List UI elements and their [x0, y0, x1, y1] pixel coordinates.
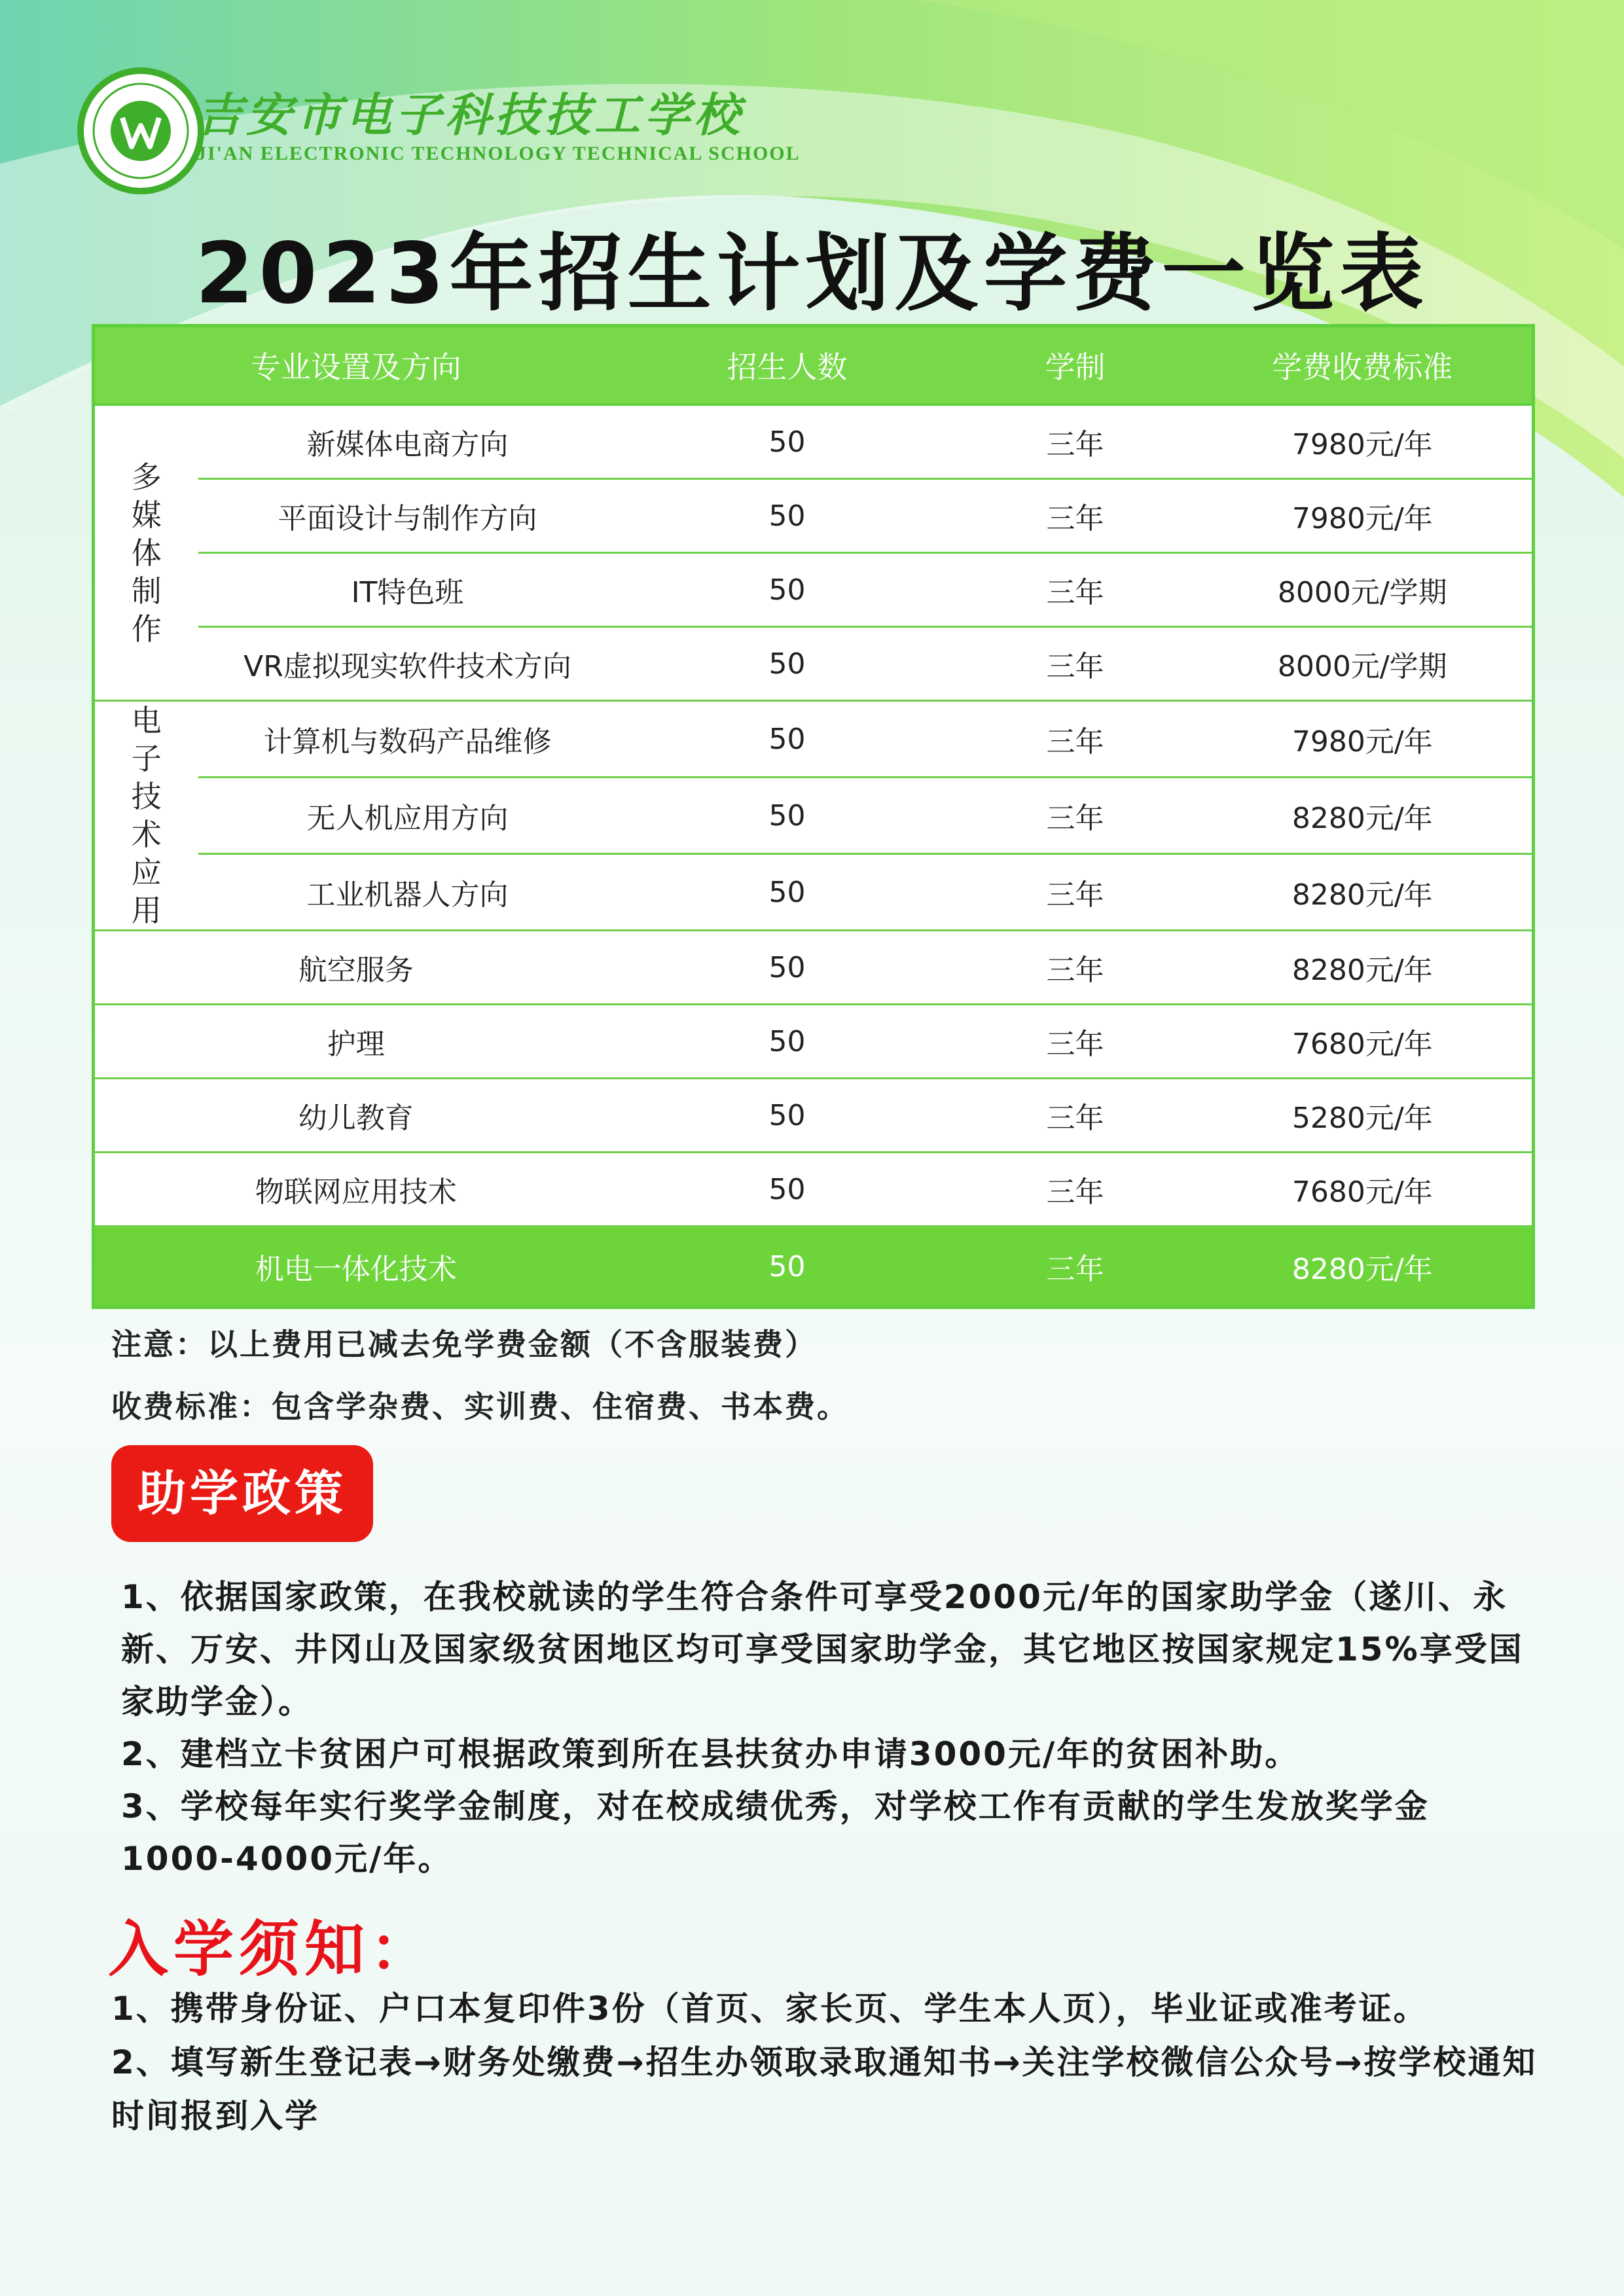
table-row-highlight [94, 1227, 1534, 1308]
admission-list [111, 1982, 1538, 2143]
count-cell: 50 [617, 1079, 958, 1153]
years-cell: 三年 [958, 1079, 1193, 1153]
table-row [94, 778, 1534, 854]
policy-badge: 助学政策 [111, 1445, 373, 1542]
fee-cell: 8000元/学期 [1193, 627, 1534, 701]
admission-item: 2、填写新生登记表→财务处缴费→招生办领取录取通知书→关注学校微信公众号→按学校通知时间报到入学 [111, 2043, 1538, 2135]
fee-cell: 7980元/年 [1193, 479, 1534, 553]
table-header-row [94, 326, 1534, 405]
count-cell: 50 [617, 778, 958, 854]
major-cell: IT特色班 [198, 553, 617, 627]
table-row [94, 1079, 1534, 1153]
header-major: 专业设置及方向 [94, 326, 617, 405]
years-cell: 三年 [958, 931, 1193, 1005]
major-cell: 护理 [94, 1005, 617, 1079]
policy-item: 2、建档立卡贫困户可根据政策到所在县扶贫办申请3000元/年的贫困补助。 [121, 1735, 1300, 1773]
major-cell: 平面设计与制作方向 [198, 479, 617, 553]
category-cell [94, 701, 198, 931]
table-row [94, 479, 1534, 553]
fee-cell: 7980元/年 [1193, 404, 1534, 479]
years-cell: 三年 [958, 854, 1193, 931]
header-years: 学制 [958, 326, 1193, 405]
major-cell: 工业机器人方向 [198, 854, 617, 931]
school-name-cn: 吉安市电子科技技工学校 [196, 88, 744, 142]
major-cell: 新媒体电商方向 [198, 404, 617, 479]
fee-cell: 7980元/年 [1193, 701, 1534, 778]
table-row [94, 404, 1534, 479]
header-count: 招生人数 [617, 326, 958, 405]
major-cell: 幼儿教育 [94, 1079, 617, 1153]
fee-standard-note: 收费标准：包含学杂费、实训费、住宿费、书本费。 [111, 1389, 849, 1424]
admission-item: 1、携带身份证、户口本复印件3份（首页、家长页、学生本人页），毕业证或准考证。 [111, 1990, 1428, 2028]
admission-title: 入学须知： [108, 1914, 436, 1984]
fee-table [92, 324, 1535, 1309]
count-cell: 50 [617, 479, 958, 553]
count-cell: 50 [617, 701, 958, 778]
fee-note: 注意：以上费用已减去免学费金额（不含服装费） [111, 1327, 817, 1362]
policy-list [121, 1571, 1528, 1885]
years-cell: 三年 [958, 404, 1193, 479]
table-row [94, 931, 1534, 1005]
years-cell: 三年 [958, 479, 1193, 553]
fee-cell: 5280元/年 [1193, 1079, 1534, 1153]
table-row [94, 1153, 1534, 1227]
major-cell: 无人机应用方向 [198, 778, 617, 854]
count-cell: 50 [617, 1005, 958, 1079]
major-cell: VR虚拟现实软件技术方向 [198, 627, 617, 701]
count-cell: 50 [617, 627, 958, 701]
school-logo-icon [75, 65, 206, 196]
count-cell: 50 [617, 854, 958, 931]
major-cell: 机电一体化技术 [94, 1227, 617, 1308]
policy-item: 3、学校每年实行奖学金制度，对在校成绩优秀，对学校工作有贡献的学生发放奖学金1000-4000元/年。 [121, 1787, 1430, 1878]
school-name-en: JI'AN ELECTRONIC TECHNOLOGY TECHNICAL SCHOOL [196, 143, 801, 164]
years-cell: 三年 [958, 1227, 1193, 1308]
table-row [94, 553, 1534, 627]
count-cell: 50 [617, 931, 958, 1005]
fee-cell: 8280元/年 [1193, 778, 1534, 854]
table-row [94, 701, 1534, 778]
category-label: 多媒体制作 [131, 459, 162, 647]
table-row [94, 627, 1534, 701]
category-label: 电子技术应用 [131, 703, 162, 928]
major-cell: 航空服务 [94, 931, 617, 1005]
fee-cell: 8280元/年 [1193, 931, 1534, 1005]
fee-cell: 7680元/年 [1193, 1005, 1534, 1079]
page-title: 2023年招生计划及学费一览表 [195, 225, 1429, 323]
years-cell: 三年 [958, 778, 1193, 854]
major-cell: 物联网应用技术 [94, 1153, 617, 1227]
fee-cell: 8000元/学期 [1193, 553, 1534, 627]
policy-item: 1、依据国家政策，在我校就读的学生符合条件可享受2000元/年的国家助学金（遂川、永新、万安、井冈山及国家级贫困地区均可享受国家助学金，其它地区按国家规定15%享受国家助学金）。 [121, 1578, 1524, 1721]
fee-cell: 8280元/年 [1193, 854, 1534, 931]
category-cell [94, 404, 198, 701]
fee-cell: 8280元/年 [1193, 1227, 1534, 1308]
years-cell: 三年 [958, 627, 1193, 701]
years-cell: 三年 [958, 1005, 1193, 1079]
table-row [94, 1005, 1534, 1079]
major-cell: 计算机与数码产品维修 [198, 701, 617, 778]
table-row [94, 854, 1534, 931]
years-cell: 三年 [958, 553, 1193, 627]
years-cell: 三年 [958, 701, 1193, 778]
fee-cell: 7680元/年 [1193, 1153, 1534, 1227]
count-cell: 50 [617, 1153, 958, 1227]
years-cell: 三年 [958, 1153, 1193, 1227]
count-cell: 50 [617, 553, 958, 627]
header-fee: 学费收费标准 [1193, 326, 1534, 405]
count-cell: 50 [617, 1227, 958, 1308]
count-cell: 50 [617, 404, 958, 479]
